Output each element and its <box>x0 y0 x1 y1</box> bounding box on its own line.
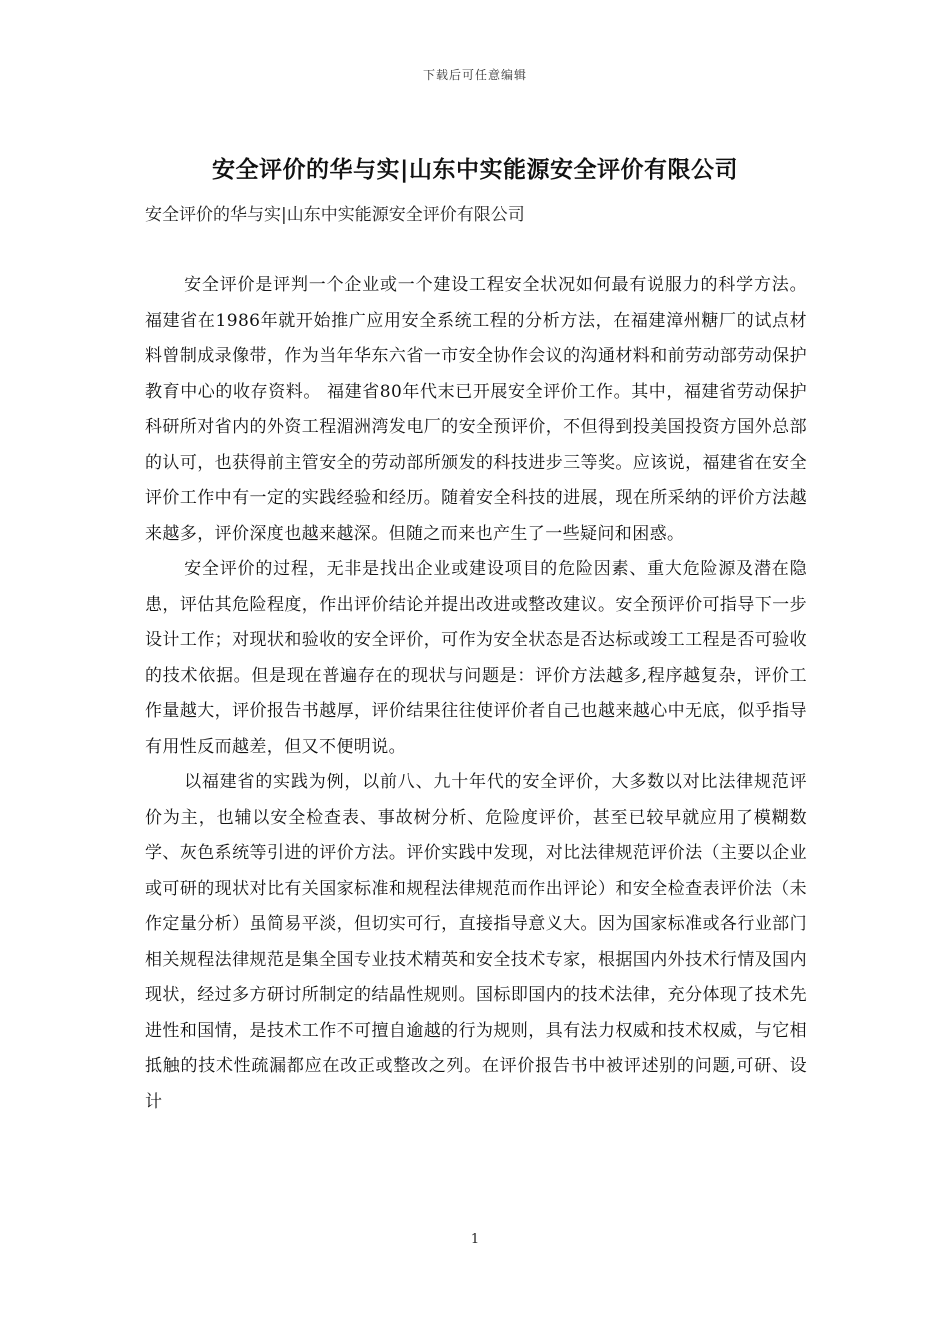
paragraph-2: 安全评价的过程，无非是找出企业或建设项目的危险因素、重大危险源及潜在隐患，评估其危险程度，作出评价结论并提出改进或整改建议。安全预评价可指导下一步设计工作；对现状和验收的安全评价，可作为安全状态是否达标或竣工工程是否可验收的技术依据。但是现在普遍存在的现状与问题是：评价方法越多,程序越复杂，评价工作量越大，评价报告书越厚，评价结果往往使评价者自己也越来越心中无底，似乎指导有用性反而越差，但又不便明说。 <box>145 559 807 757</box>
document-subtitle: 安全评价的华与实|山东中实能源安全评价有限公司 <box>145 205 525 225</box>
document-title: 安全评价的华与实|山东中实能源安全评价有限公司 <box>212 157 738 183</box>
document-body <box>145 268 807 1120</box>
page-number: 1 <box>470 1232 480 1247</box>
header-note: 下载后可任意编辑 <box>422 68 527 82</box>
paragraph-1: 安全评价是评判一个企业或一个建设工程安全状况如何最有说服力的科学方法。福建省在1986年就开始推广应用安全系统工程的分析方法，在福建漳州糖厂的试点材料曾制成录像带，作为当年华东六省一市安全协作会议的沟通材料和前劳动部劳动保护教育中心的收存资料。 福建省80年代末已开展安全评价工作。其中，福建省劳动保护科研所对省内的外资工程湄洲湾发电厂的安全预评价，不但得到投美国投资方国外总部的认可，也获得前主管安全的劳动部所颁发的科技进步三等奖。应该说，福建省在安全评价工作中有一定的实践经验和经历。随着安全科技的进展，现在所采纳的评价方法越来越多，评价深度也越来越深。但随之而来也产生了一些疑问和困惑。 <box>145 275 807 544</box>
paragraph-3: 以福建省的实践为例，以前八、九十年代的安全评价，大多数以对比法律规范评价为主，也辅以安全检查表、事故树分析、危险度评价，甚至已较早就应用了模糊数学、灰色系统等引进的评价方法。评价实践中发现，对比法律规范评价法（主要以企业或可研的现状对比有关国家标准和规程法律规范而作出评论）和安全检查表评价法（未作定量分析）虽简易平淡，但切实可行，直接指导意义大。因为国家标准或各行业部门相关规程法律规范是集全国专业技术精英和安全技术专家，根据国内外技术行情及国内现状，经过多方研讨所制定的结晶性规则。国标即国内的技术法律，充分体现了技术先进性和国情，是技术工作不可擅自逾越的行为规则，具有法力权威和技术权威，与它相抵触的技术性疏漏都应在改正或整改之列。在评价报告书中被评述别的问题,可研、设计 <box>145 772 807 1112</box>
